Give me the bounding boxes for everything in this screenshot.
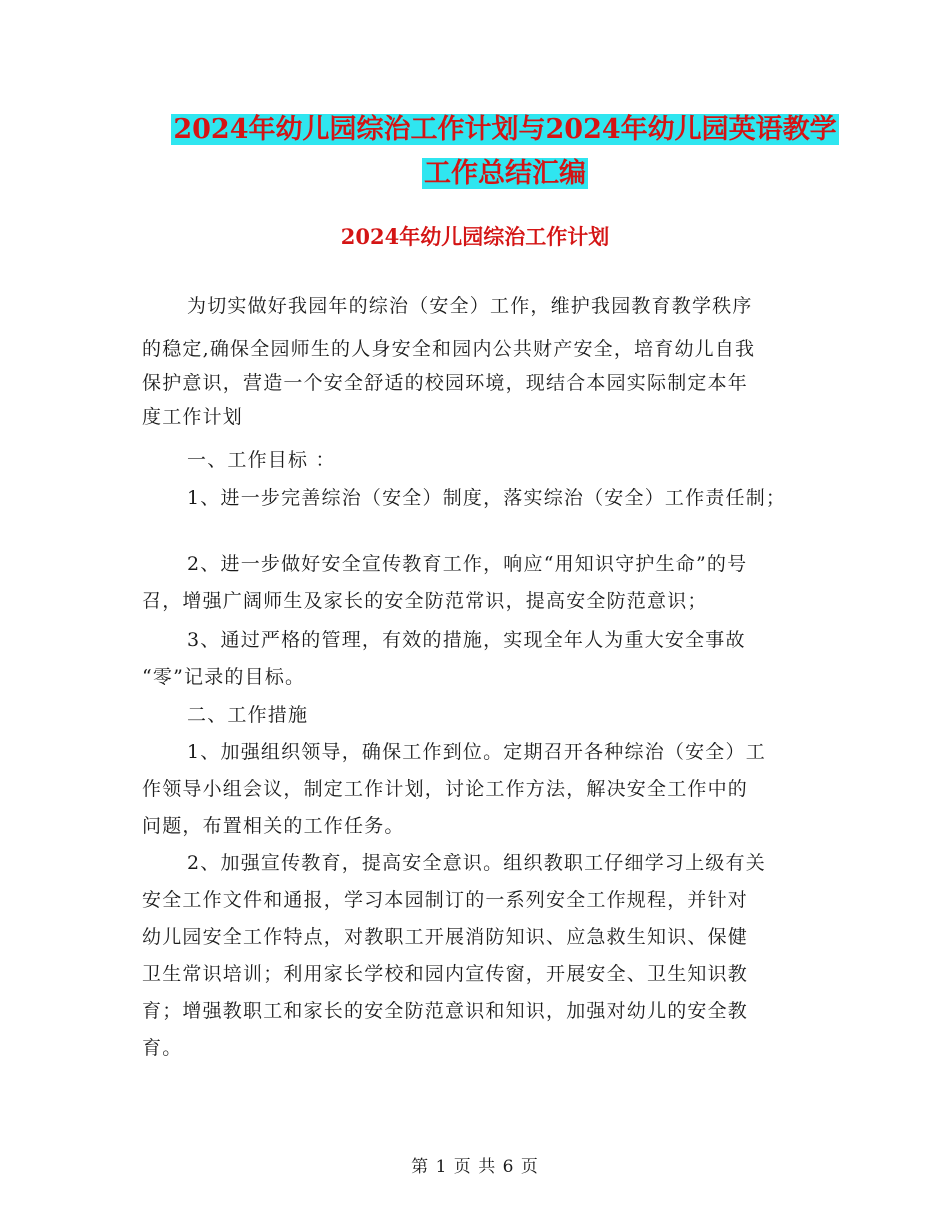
- body-line: 二、工作措施: [187, 704, 309, 726]
- body-line: 一、工作目标 ：: [187, 449, 336, 471]
- body-line: 召，增强广阔师生及家长的安全防范常识，提高安全防范意识；: [142, 590, 708, 612]
- body-line: 度工作计划: [142, 406, 244, 428]
- body-line: 育。: [142, 1037, 183, 1059]
- body-line: 1、进一步完善综治（安全）制度，落实综治（安全）工作责任制；: [187, 487, 787, 509]
- body-line: 1、加强组织领导，确保工作到位。定期召开各种综治（安全）工: [187, 741, 766, 763]
- body-line: 卫生常识培训；利用家长学校和园内宣传窗，开展安全、卫生知识教: [142, 963, 749, 985]
- document-title-text-2: 工作总结汇编: [424, 158, 586, 189]
- body-line: 的稳定,确保全园师生的人身安全和园内公共财产安全，培育幼儿自我: [142, 338, 756, 360]
- body-line: 2、加强宣传教育，提高安全意识。组织教职工仔细学习上级有关: [187, 852, 766, 874]
- body-line: 安全工作文件和通报，学习本园制订的一系列安全工作规程，并针对: [142, 889, 749, 911]
- document-title-line-2: [140, 154, 870, 194]
- page-footer: 第 1 页 共 6 页: [411, 1157, 539, 1177]
- body-line: 3、通过严格的管理，有效的措施，实现全年人为重大安全事故: [187, 629, 746, 651]
- body-line: 幼儿园安全工作特点，对教职工开展消防知识、应急救生知识、保健: [142, 926, 749, 948]
- document-title-line-1: [140, 110, 870, 150]
- body-line: 为切实做好我园年的综治（安全）工作，维护我园教育教学秩序: [187, 295, 753, 317]
- section-heading: 2024年幼儿园综治工作计划: [340, 224, 610, 249]
- body-line: 保护意识，营造一个安全舒适的校园环境，现结合本园实际制定本年: [142, 372, 749, 394]
- body-line: 育；增强教职工和家长的安全防范意识和知识，加强对幼儿的安全教: [142, 1000, 749, 1022]
- body-line: 问题，布置相关的工作任务。: [142, 815, 405, 837]
- document-title-text-1: 2024年幼儿园综治工作计划与2024年幼儿园英语教学: [173, 114, 837, 145]
- body-line: “零”记录的目标。: [142, 666, 306, 688]
- body-line: 2、进一步做好安全宣传教育工作，响应“用知识守护生命”的号: [187, 553, 748, 575]
- body-line: 作领导小组会议，制定工作计划，讨论工作方法，解决安全工作中的: [142, 778, 749, 800]
